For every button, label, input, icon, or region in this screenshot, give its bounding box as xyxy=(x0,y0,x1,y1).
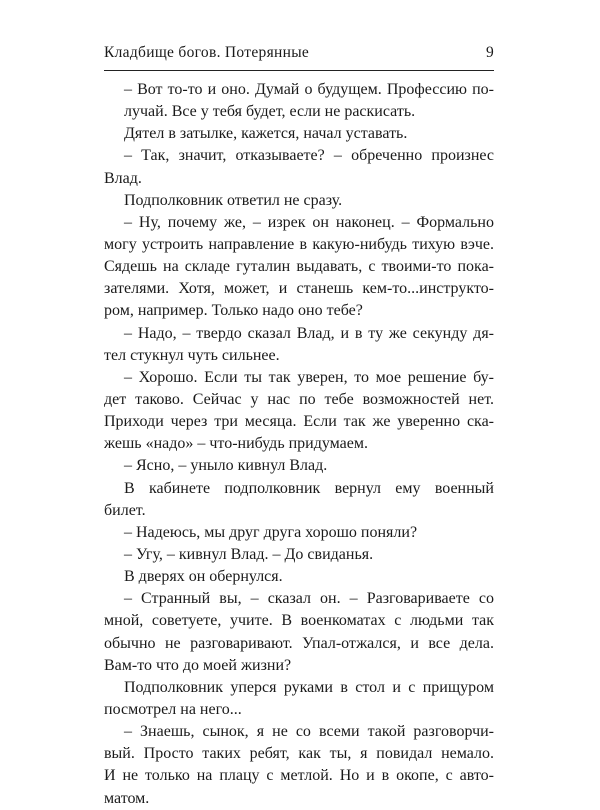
text-line: – Хорошо. Если ты так уверен, то мое решение бу- xyxy=(124,368,494,386)
text-line: – Надеюсь, мы друг друга хорошо поняли? xyxy=(124,523,418,541)
text-line: – Вот то-то и оно. Думай о будущем. Профессию по- xyxy=(124,81,494,98)
text-line: Дятел в затылке, кажется, начал уставать. xyxy=(124,125,408,143)
text-line: лучай. Все у тебя будет, если не раскисать. xyxy=(124,103,416,121)
text-line: – Надо, – твердо сказал Влад, и в ту же секунду дя- xyxy=(124,324,494,342)
text-line: тел стукнул чуть сильнее. xyxy=(104,346,280,364)
text-line: И не только на плацу с метлой. Но и в окопе, с авто- xyxy=(104,767,494,785)
text-line: дет таково. Сейчас у нас по тебе возможностей нет. xyxy=(104,390,494,408)
text-line: – Ну, почему же, – изрек он наконец. – Формально xyxy=(124,213,494,231)
text-line: – Так, значит, отказываете? – обреченно произнес xyxy=(124,147,494,165)
text-line: посмотрел на него... xyxy=(104,700,242,718)
text-line: В кабинете подполковник вернул ему военный xyxy=(124,479,494,497)
header-rule xyxy=(104,70,494,71)
text-line: билет. xyxy=(104,501,146,519)
text-line: жешь «надо» – что-нибудь придумаем. xyxy=(104,435,369,453)
text-line: Вам-то что до моей жизни? xyxy=(104,656,292,674)
text-line: В дверях он обернулся. xyxy=(124,568,283,586)
text-line: матом. xyxy=(104,789,150,807)
text-line: – Странный вы, – сказал он. – Разговариваете со xyxy=(124,590,494,608)
text-line: Сядешь на складе гуталин выдавать, с твоими-то пока- xyxy=(104,258,494,276)
text-line: – Угу, – кивнул Влад. – До свиданья. xyxy=(124,545,374,563)
text-line: Подполковник ответил не сразу. xyxy=(124,191,343,209)
text-line: Приходи через три месяца. Если так же уверенно ска- xyxy=(104,413,494,431)
book-title: Кладбище богов. Потерянные xyxy=(104,44,310,61)
text-line: – Ясно, – уныло кивнул Влад. xyxy=(124,457,328,475)
page-number: 9 xyxy=(485,44,494,61)
body-text xyxy=(104,79,494,810)
text-line: ром, например. Только надо оно тебе? xyxy=(104,302,363,320)
text-line: могу устроить направление в какую-нибудь тихую вэче. xyxy=(104,235,494,253)
running-head xyxy=(104,44,494,66)
text-line: зателями. Хотя, может, и станешь кем-то...инструкто- xyxy=(104,280,494,298)
text-line: мной, советуете, учите. В военкоматах с людьми так xyxy=(104,612,494,630)
text-line: вый. Просто таких ребят, как ты, я повидал немало. xyxy=(104,745,494,763)
text-line: Подполковник уперся руками в стол и с прищуром xyxy=(124,678,494,696)
text-line: Влад. xyxy=(104,169,142,187)
text-line: обычно не разговаривают. Упал-отжался, и все дела. xyxy=(104,634,494,652)
text-line: – Знаешь, сынок, я не со всеми такой разговорчи- xyxy=(124,723,494,741)
